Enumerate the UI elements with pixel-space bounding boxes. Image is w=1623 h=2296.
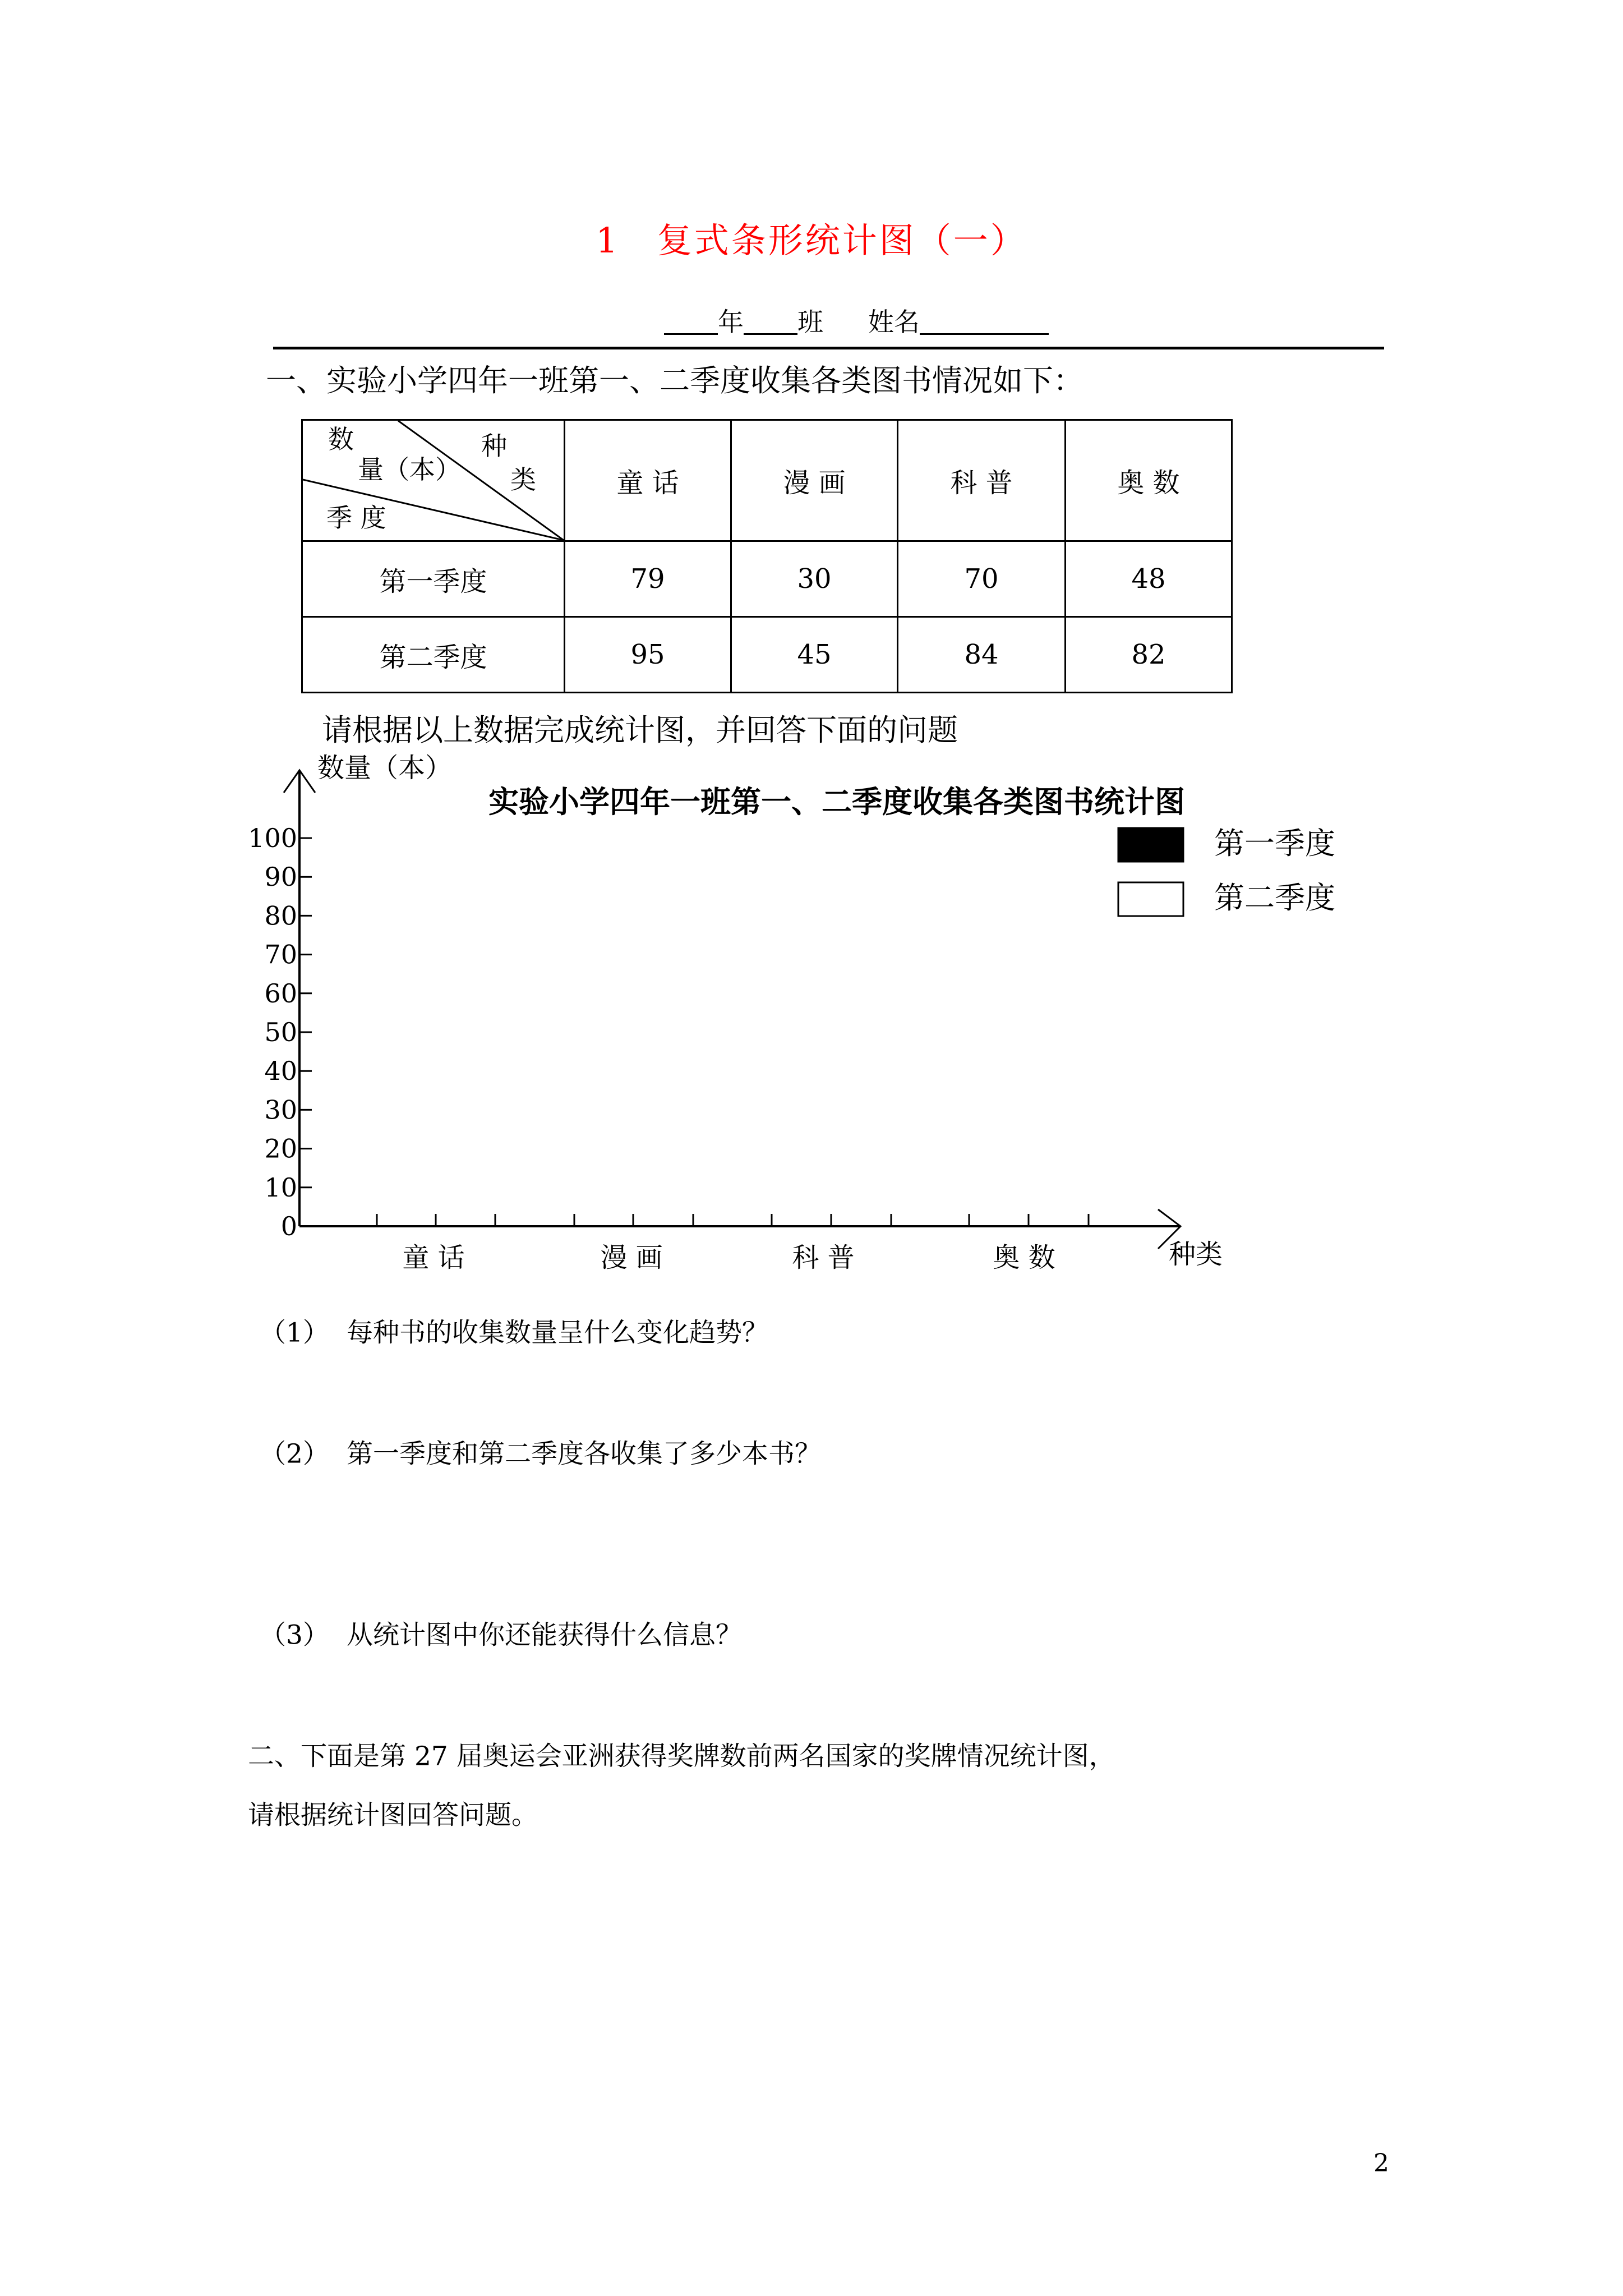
table-cell: 82 bbox=[1066, 617, 1232, 693]
question-3-number: （3） bbox=[260, 1619, 329, 1651]
column-header: 奥 数 bbox=[1066, 420, 1232, 541]
y-tick-label: 50 bbox=[264, 1017, 297, 1047]
question-2: 第一季度和第二季度各收集了多少本书？ bbox=[347, 1438, 821, 1470]
table-row bbox=[302, 617, 1232, 693]
x-tick-label: 科 普 bbox=[792, 1242, 855, 1273]
data-table bbox=[301, 419, 1233, 693]
corner-season: 季 度 bbox=[326, 503, 386, 533]
question-2-number: （2） bbox=[260, 1438, 329, 1470]
class-label: 班 bbox=[797, 307, 823, 337]
table-cell: 84 bbox=[898, 617, 1066, 693]
column-header: 童 话 bbox=[565, 420, 731, 541]
row-label: 第一季度 bbox=[302, 541, 565, 617]
chart-instruction: 请根据以上数据完成统计图，并回答下面的问题 bbox=[322, 712, 958, 748]
row-label: 第二季度 bbox=[302, 617, 565, 693]
chart-title: 实验小学四年一班第一、二季度收集各类图书统计图 bbox=[488, 784, 1185, 820]
x-tick-label: 奥 数 bbox=[993, 1242, 1055, 1273]
section2-heading: 二、下面是第 27 届奥运会亚洲获得奖牌数前两名国家的奖牌情况统计图， bbox=[248, 1741, 1115, 1772]
name-blank[interactable] bbox=[920, 311, 1049, 335]
y-tick-label: 90 bbox=[264, 862, 297, 892]
x-axis-label: 种类 bbox=[1169, 1239, 1223, 1270]
x-tick-label: 漫 画 bbox=[600, 1242, 663, 1273]
legend-label: 第二季度 bbox=[1214, 880, 1335, 915]
y-tick-label: 20 bbox=[264, 1133, 297, 1164]
y-tick-label: 10 bbox=[264, 1172, 297, 1203]
page-title: 1 复式条形统计图（一） bbox=[596, 220, 1027, 261]
y-tick-label: 40 bbox=[264, 1056, 297, 1087]
column-header: 科 普 bbox=[898, 420, 1066, 541]
question-1: 每种书的收集数量呈什么变化趋势？ bbox=[347, 1317, 768, 1349]
student-info-line bbox=[664, 309, 1049, 335]
section1-heading: 一、实验小学四年一班第一、二季度收集各类图书情况如下： bbox=[266, 363, 1083, 398]
legend-swatch bbox=[1118, 882, 1183, 916]
table-row bbox=[302, 541, 1232, 617]
x-tick-label: 童 话 bbox=[402, 1242, 465, 1273]
column-header: 漫 画 bbox=[731, 420, 898, 541]
table-cell: 48 bbox=[1066, 541, 1232, 617]
y-tick-label: 0 bbox=[280, 1211, 297, 1241]
question-3: 从统计图中你还能获得什么信息？ bbox=[347, 1619, 742, 1651]
y-axis-label: 数量（本） bbox=[317, 752, 453, 784]
y-tick-label: 60 bbox=[264, 978, 297, 1009]
question-1-number: （1） bbox=[260, 1317, 329, 1349]
corner-quantity-unit: 量（本） bbox=[358, 454, 461, 485]
year-label: 年 bbox=[718, 307, 744, 337]
legend-label: 第一季度 bbox=[1214, 826, 1335, 861]
class-blank[interactable] bbox=[744, 311, 797, 335]
table-cell: 45 bbox=[731, 617, 898, 693]
table-cell: 70 bbox=[898, 541, 1066, 617]
section2-instruction: 请根据统计图回答问题。 bbox=[248, 1800, 538, 1831]
page-number: 2 bbox=[1373, 2149, 1389, 2178]
corner-quantity: 数 bbox=[328, 424, 354, 454]
bar-chart bbox=[0, 746, 1623, 1307]
corner-kind2: 类 bbox=[510, 464, 536, 495]
y-tick-label: 30 bbox=[264, 1094, 297, 1125]
table-cell: 79 bbox=[565, 541, 731, 617]
table-cell: 95 bbox=[565, 617, 731, 693]
year-blank[interactable] bbox=[664, 311, 718, 335]
table-corner-cell bbox=[302, 420, 565, 541]
name-label: 姓名 bbox=[868, 307, 920, 337]
y-tick-label: 80 bbox=[264, 900, 297, 931]
y-tick-label: 100 bbox=[248, 823, 297, 853]
corner-kind: 种 bbox=[481, 431, 507, 461]
table-cell: 30 bbox=[731, 541, 898, 617]
legend-swatch bbox=[1118, 828, 1183, 862]
header-divider bbox=[273, 347, 1384, 349]
y-tick-label: 70 bbox=[264, 939, 297, 970]
